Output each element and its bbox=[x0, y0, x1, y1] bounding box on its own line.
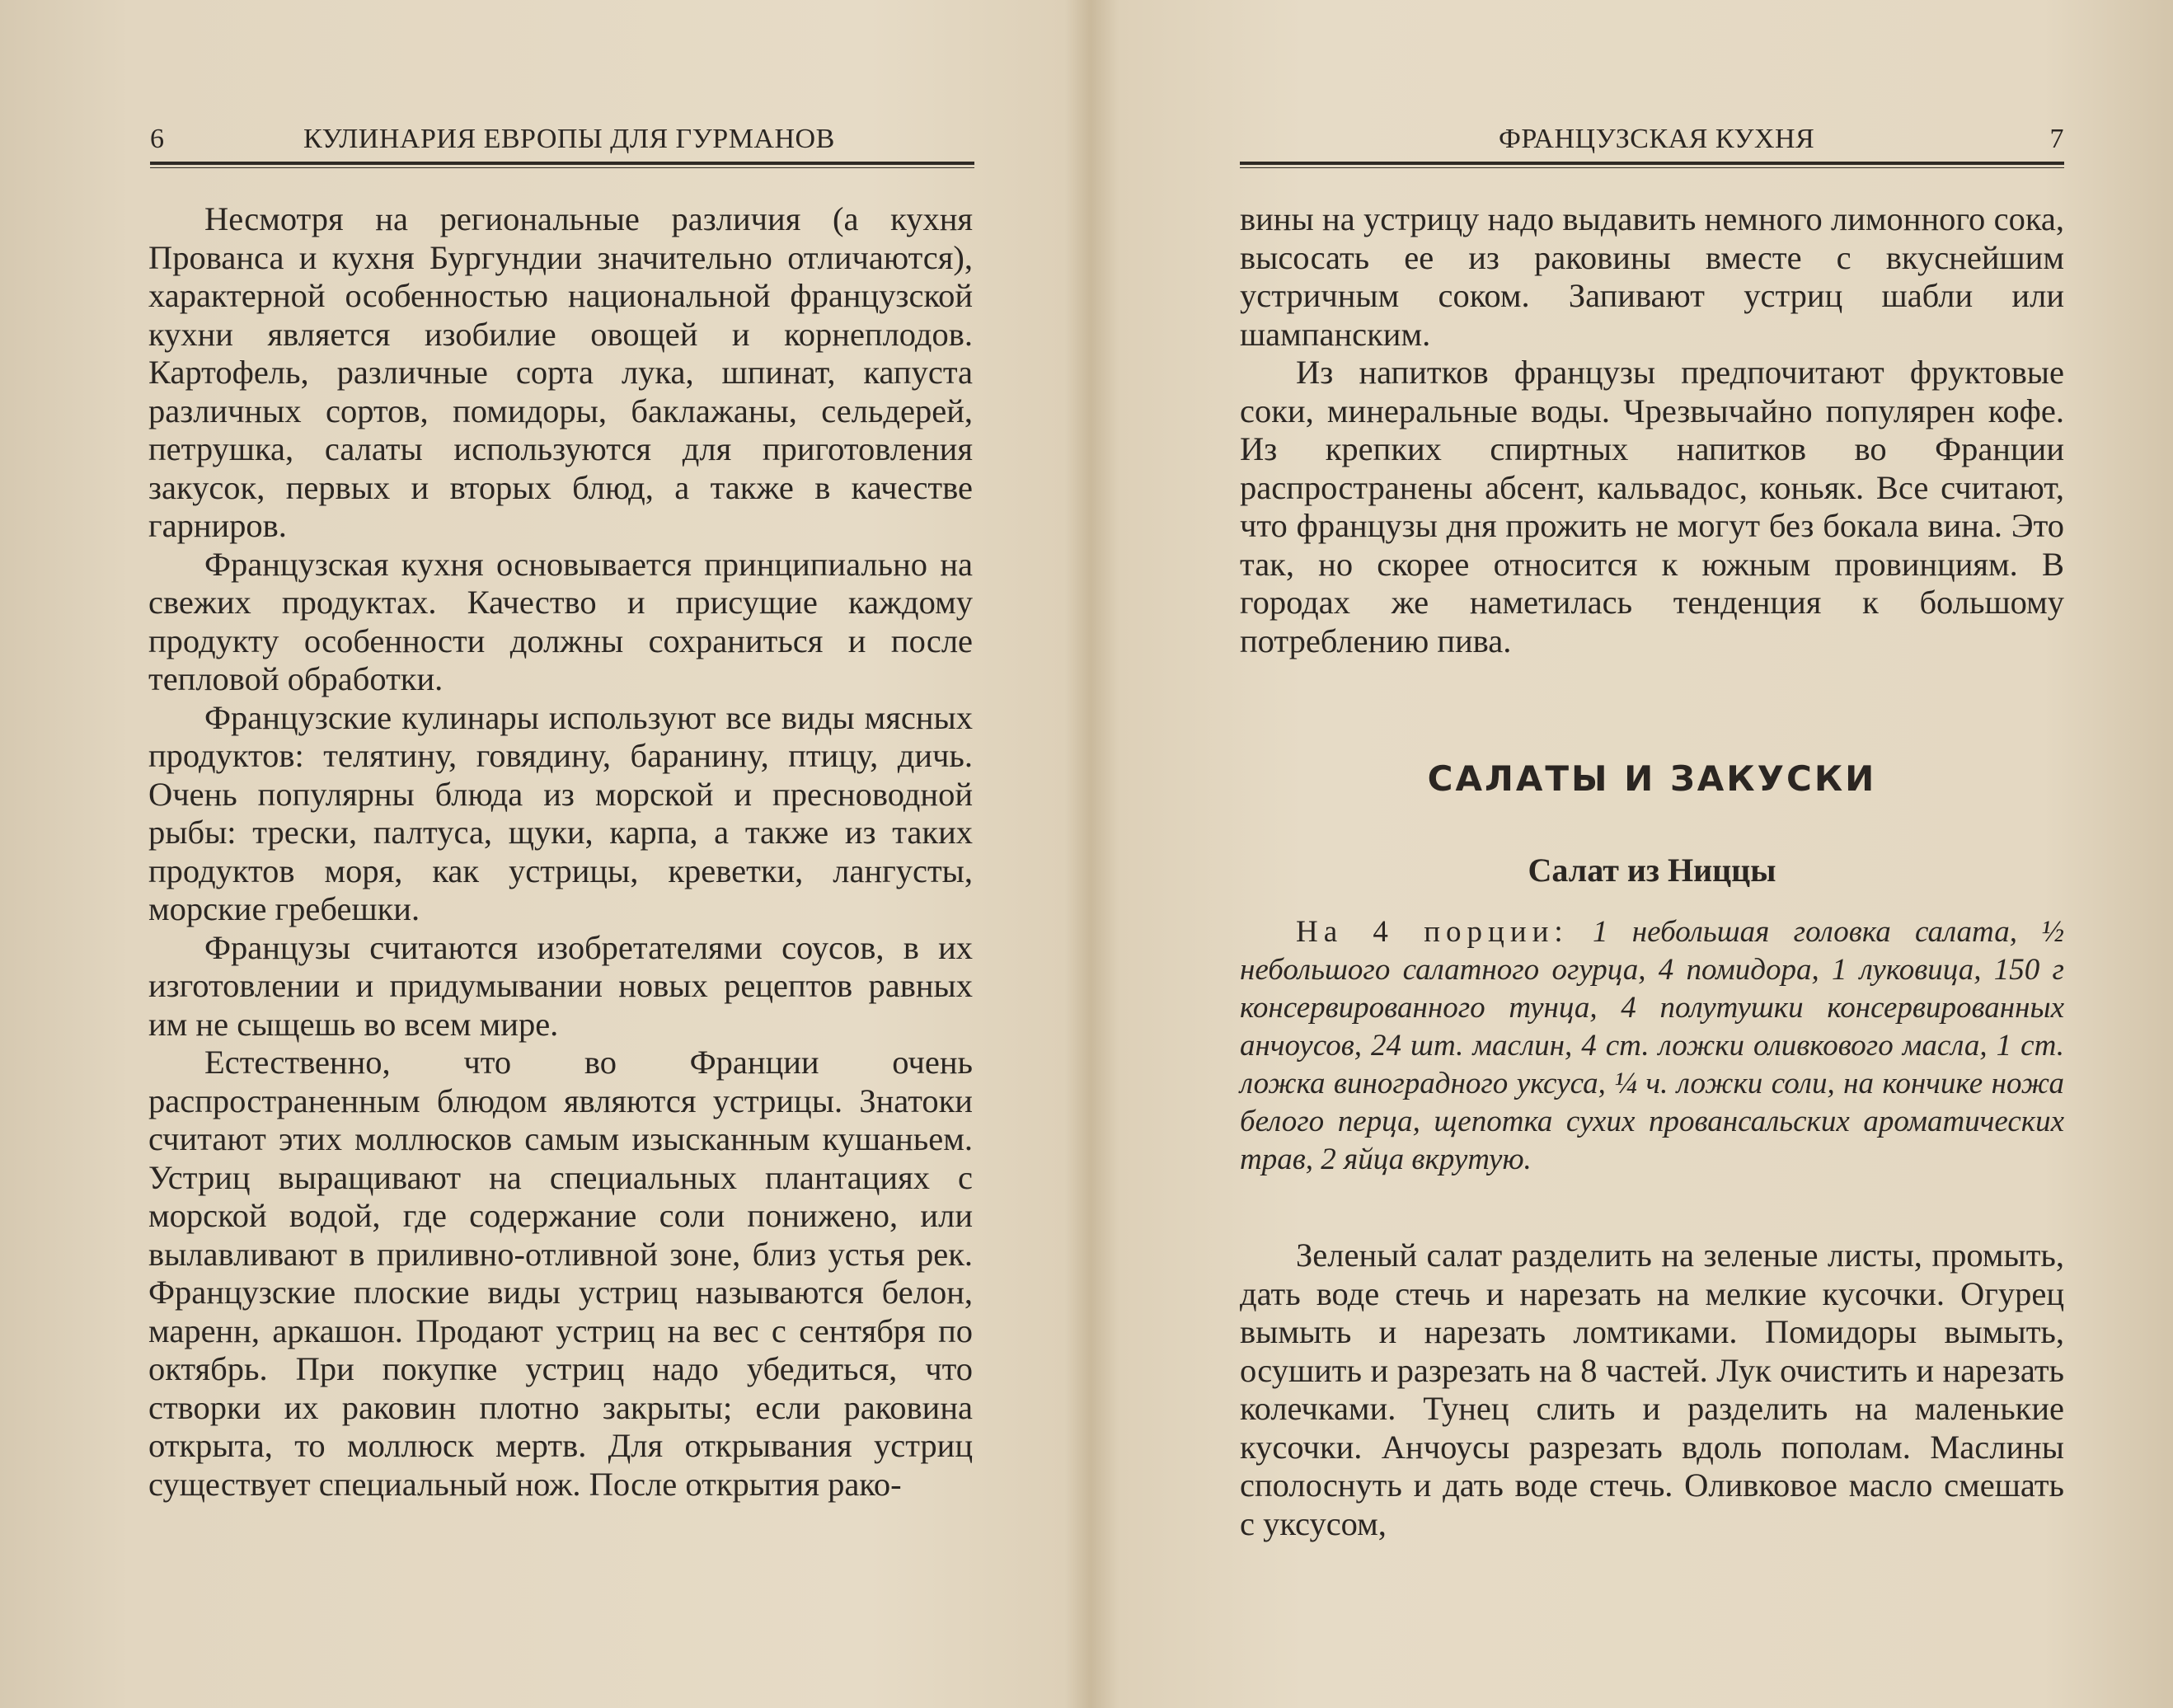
paragraph: Французская кухня основывается принципиально на свежих продуктах. Качество и присущие каждому продукту особенности должны сохраниться и после тепловой обработки. bbox=[148, 545, 973, 697]
page-header bbox=[1240, 124, 2064, 160]
paragraph: Французы считаются изобретателями соусов, в их изготовлении и придумывании новых рецептов равных им не сыщешь во всем мире. bbox=[148, 928, 973, 1043]
running-title: КУЛИНАРИЯ ЕВРОПЫ ДЛЯ ГУРМАНОВ bbox=[303, 124, 835, 154]
method-paragraph: Зеленый салат разделить на зеленые листы, промыть, дать воде стечь и нарезать на мелкие кусочки. Огурец вымыть и нарезать ломтиками. Помидоры вымыть, осушить и разрезать на 8 частей. Лук очистить и нарезать колечками. Тунец слить и разделить на маленькие кусочки. Анчоусы разрезать вдоль пополам. Маслины сполоснуть и дать воде стечь. Оливковое масло смешать с уксусом, bbox=[1240, 1236, 2064, 1542]
paragraph: Из напитков французы предпочитают фруктовые соки, минеральные воды. Чрезвычайно популярен кофе. Из крепких спиртных напитков во Франции распространены абсент, кальвадос, коньяк. Все считают, что французы дня прожить не могут без бокала вина. Это так, но скорее относится к южным провинциям. В городах же наметилась тенденция к большому потреблению пива. bbox=[1240, 354, 2064, 659]
paragraph: Французские кулинары используют все виды мясных продуктов: телятину, говядину, баранину, птицу, дичь. Очень популярны блюда из морской и пресноводной рыбы: трески, палтуса, щуки, карпа, а также из таких продуктов моря, как устрицы, креветки, лангусты, морские гребешки. bbox=[148, 698, 973, 927]
header-rule bbox=[150, 162, 974, 168]
page-body bbox=[148, 200, 973, 1504]
page-number: 6 bbox=[150, 124, 165, 154]
left-page bbox=[0, 0, 1086, 1708]
running-title: ФРАНЦУЗСКАЯ КУХНЯ bbox=[1499, 124, 1815, 154]
ingredients-text: 1 небольшая головка салата, ½ небольшого салатного огурца, 4 помидора, 1 луковица, 150 г консервированного тунца, 4 полутушки консервированных анчоусов, 24 шт. маслин, 4 ст. ложки оливкового масла, 1 ст. ложка виноградного уксуса, ¼ ч. ложки соли, на кончике ножа белого перца, щепотка сухих провансальских ароматических трав, 2 яйца вкрутую. bbox=[1240, 915, 2065, 1176]
page-body bbox=[1240, 200, 2064, 660]
right-page bbox=[1086, 0, 2173, 1708]
recipe-method bbox=[1240, 1236, 2064, 1543]
ingredients-list bbox=[1240, 913, 2064, 1179]
page-header bbox=[150, 124, 974, 160]
header-rule bbox=[1240, 162, 2064, 168]
recipe-title: Салат из Ниццы bbox=[1528, 852, 1776, 889]
page-number: 7 bbox=[2049, 124, 2064, 154]
paragraph: Несмотря на региональные различия (а кухня Прованса и кухня Бургундии значительно отличаются), характерной особенностью национальной французской кухни является изобилие овощей и корнеплодов. Картофель, различные сорта лука, шпинат, капуста различных сортов, помидоры, баклажаны, сельдерей, петрушка, салаты используются для приготовления закусок, первых и вторых блюд, а также в качестве гарниров. bbox=[148, 200, 973, 544]
section-heading: САЛАТЫ И ЗАКУСКИ bbox=[1427, 758, 1877, 799]
paragraph: Естественно, что во Франции очень распространенным блюдом являются устрицы. Знатоки считают этих моллюсков самым изысканным кушаньем. Устриц выращивают на специальных плантациях с морской водой, где содержание соли понижено, или вылавливают в приливно-отливной зоне, близ устья рек. Французские плоские виды устриц называются белон, маренн, аркашон. Продают устриц на вес с сентября по октябрь. При покупке устриц надо убедиться, что створки их раковин плотно закрыты; если раковина открыта, то моллюск мертв. Для открывания устриц существует специальный нож. После открытия рако- bbox=[148, 1044, 973, 1503]
servings-label: На 4 порции: bbox=[1296, 915, 1569, 949]
continued-paragraph: вины на устрицу надо выдавить немного лимонного сока, высосать ее из раковины вместе с вкуснейшим устричным соком. Запивают устриц шабли или шампанским. bbox=[1240, 200, 2064, 353]
